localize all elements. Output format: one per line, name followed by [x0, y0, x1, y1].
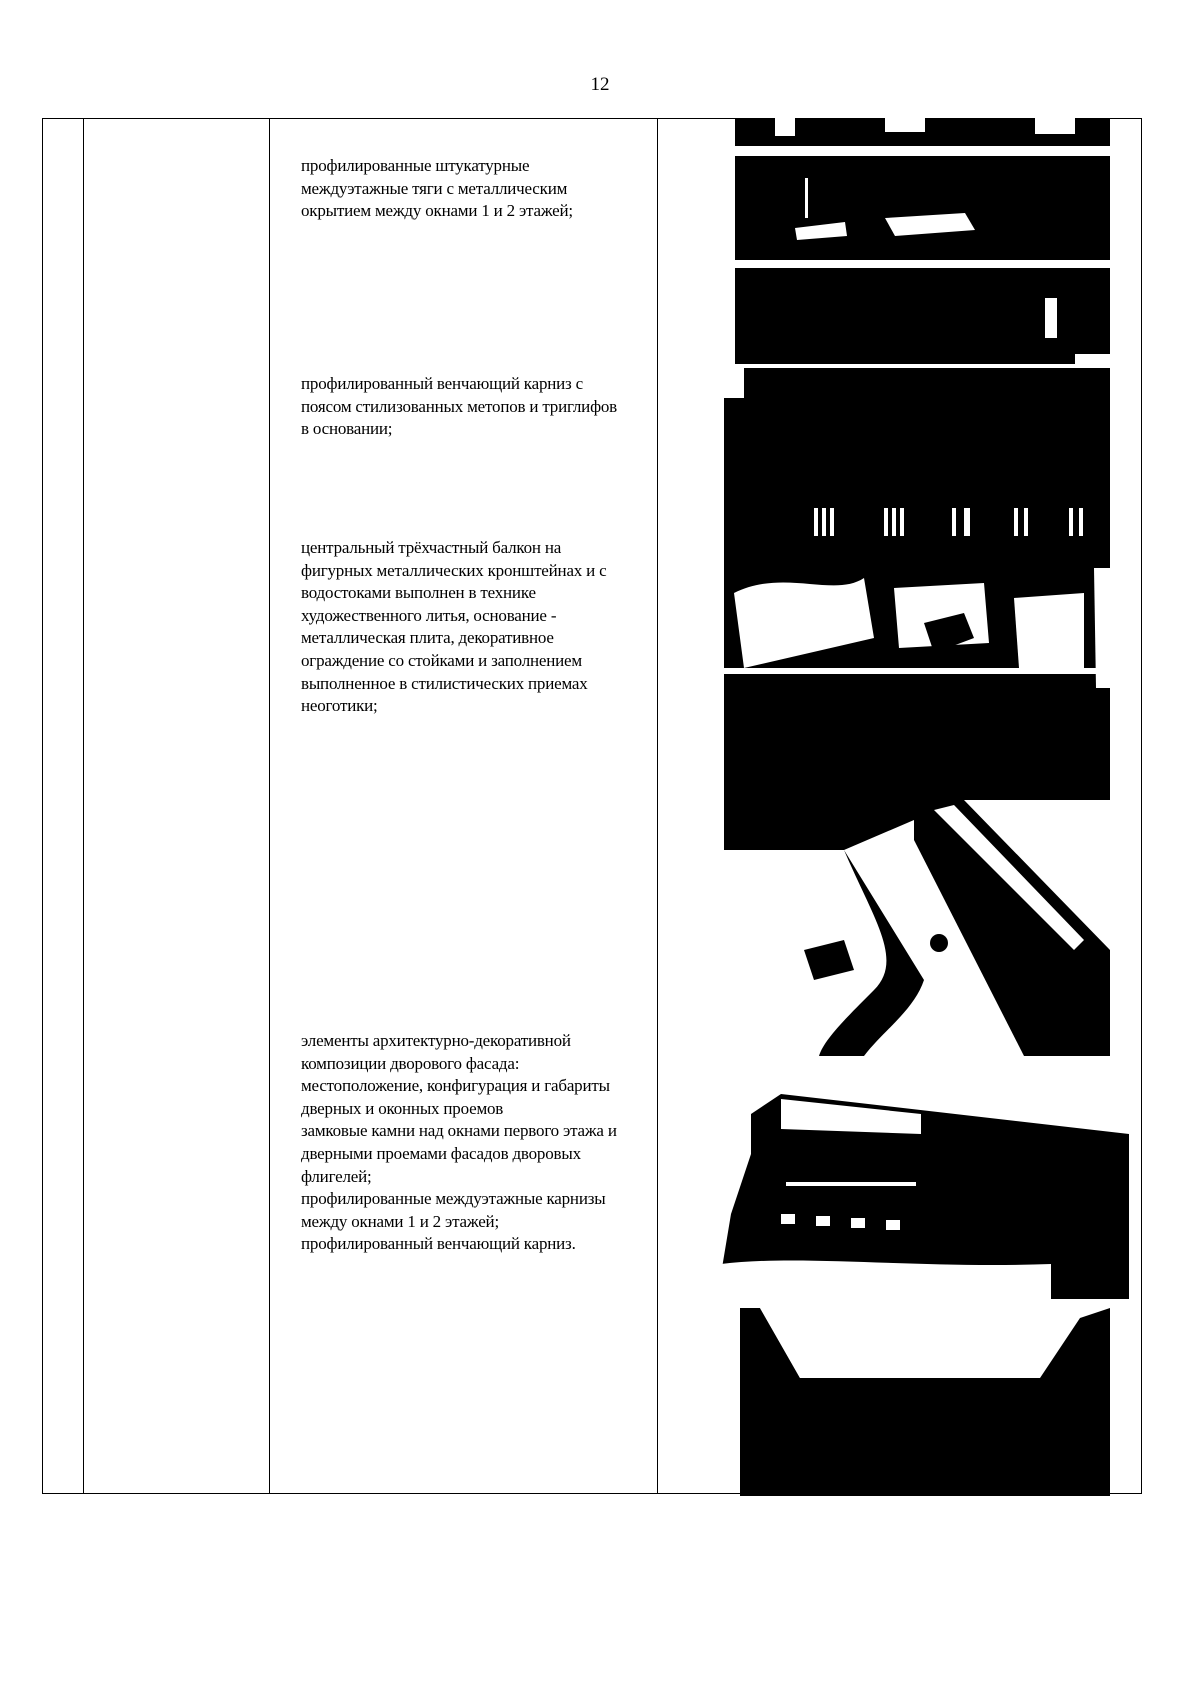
paragraph-line: центральный трёхчастный балкон на — [301, 538, 562, 557]
paragraph-line: замковые камни над окнами первого этажа и — [301, 1121, 617, 1141]
paragraph-line: водостоками выполнен в технике — [301, 583, 536, 603]
paragraph-line: ограждение со стойками и заполнением — [301, 650, 582, 670]
paragraph-line: между окнами 1 и 2 этажей; — [301, 1211, 499, 1231]
paragraph-line: выполненное в стилистических приемах — [301, 673, 588, 693]
paragraph-line: поясом стилизованных метопов и триглифов — [301, 396, 618, 416]
paragraph-line: окрытием между окнами 1 и 2 этажей; — [301, 201, 573, 221]
column-divider — [269, 119, 270, 1493]
courtyard-facade-photo — [721, 1094, 1129, 1299]
paragraph-line: профилированные междуэтажные карнизы — [301, 1189, 606, 1209]
column-divider — [83, 119, 84, 1493]
paragraph-line: композиции дворового фасада: — [301, 1053, 520, 1073]
paragraph-line: художественного литья, основание - — [301, 605, 557, 625]
paragraph-line: металлическая плита, декоративное — [301, 628, 554, 648]
page-number: 12 — [590, 74, 610, 95]
cornice-and-balcony-photo — [724, 368, 1110, 800]
paragraph-line: дверных и оконных проемов — [301, 1098, 504, 1118]
courtyard-wing-photo — [740, 1308, 1110, 1496]
paragraph-line: профилированные штукатурные — [301, 156, 530, 175]
description-paragraph — [301, 373, 686, 441]
paragraph-line: флигелей; — [301, 1166, 372, 1186]
description-paragraph — [301, 537, 686, 718]
paragraph-line: дверными проемами фасадов дворовых — [301, 1143, 581, 1163]
paragraph-line: профилированный венчающий карниз. — [301, 1234, 576, 1254]
paragraph-line: профилированный венчающий карниз с — [301, 374, 583, 393]
paragraph-line: элементы архитектурно-декоративной — [301, 1031, 571, 1050]
description-paragraph — [301, 1030, 686, 1256]
description-column — [301, 119, 686, 1493]
balcony-bracket-photo — [724, 800, 1110, 1056]
paragraph-line: местоположение, конфигурация и габариты — [301, 1076, 610, 1096]
facade-upper-floors-photo — [735, 118, 1110, 364]
description-paragraph — [301, 155, 686, 223]
paragraph-line: неоготики; — [301, 696, 378, 716]
paragraph-line: фигурных металлических кронштейнах и с — [301, 560, 607, 580]
paragraph-line: междуэтажные тяги с металлическим — [301, 178, 568, 198]
paragraph-line: в основании; — [301, 419, 393, 439]
